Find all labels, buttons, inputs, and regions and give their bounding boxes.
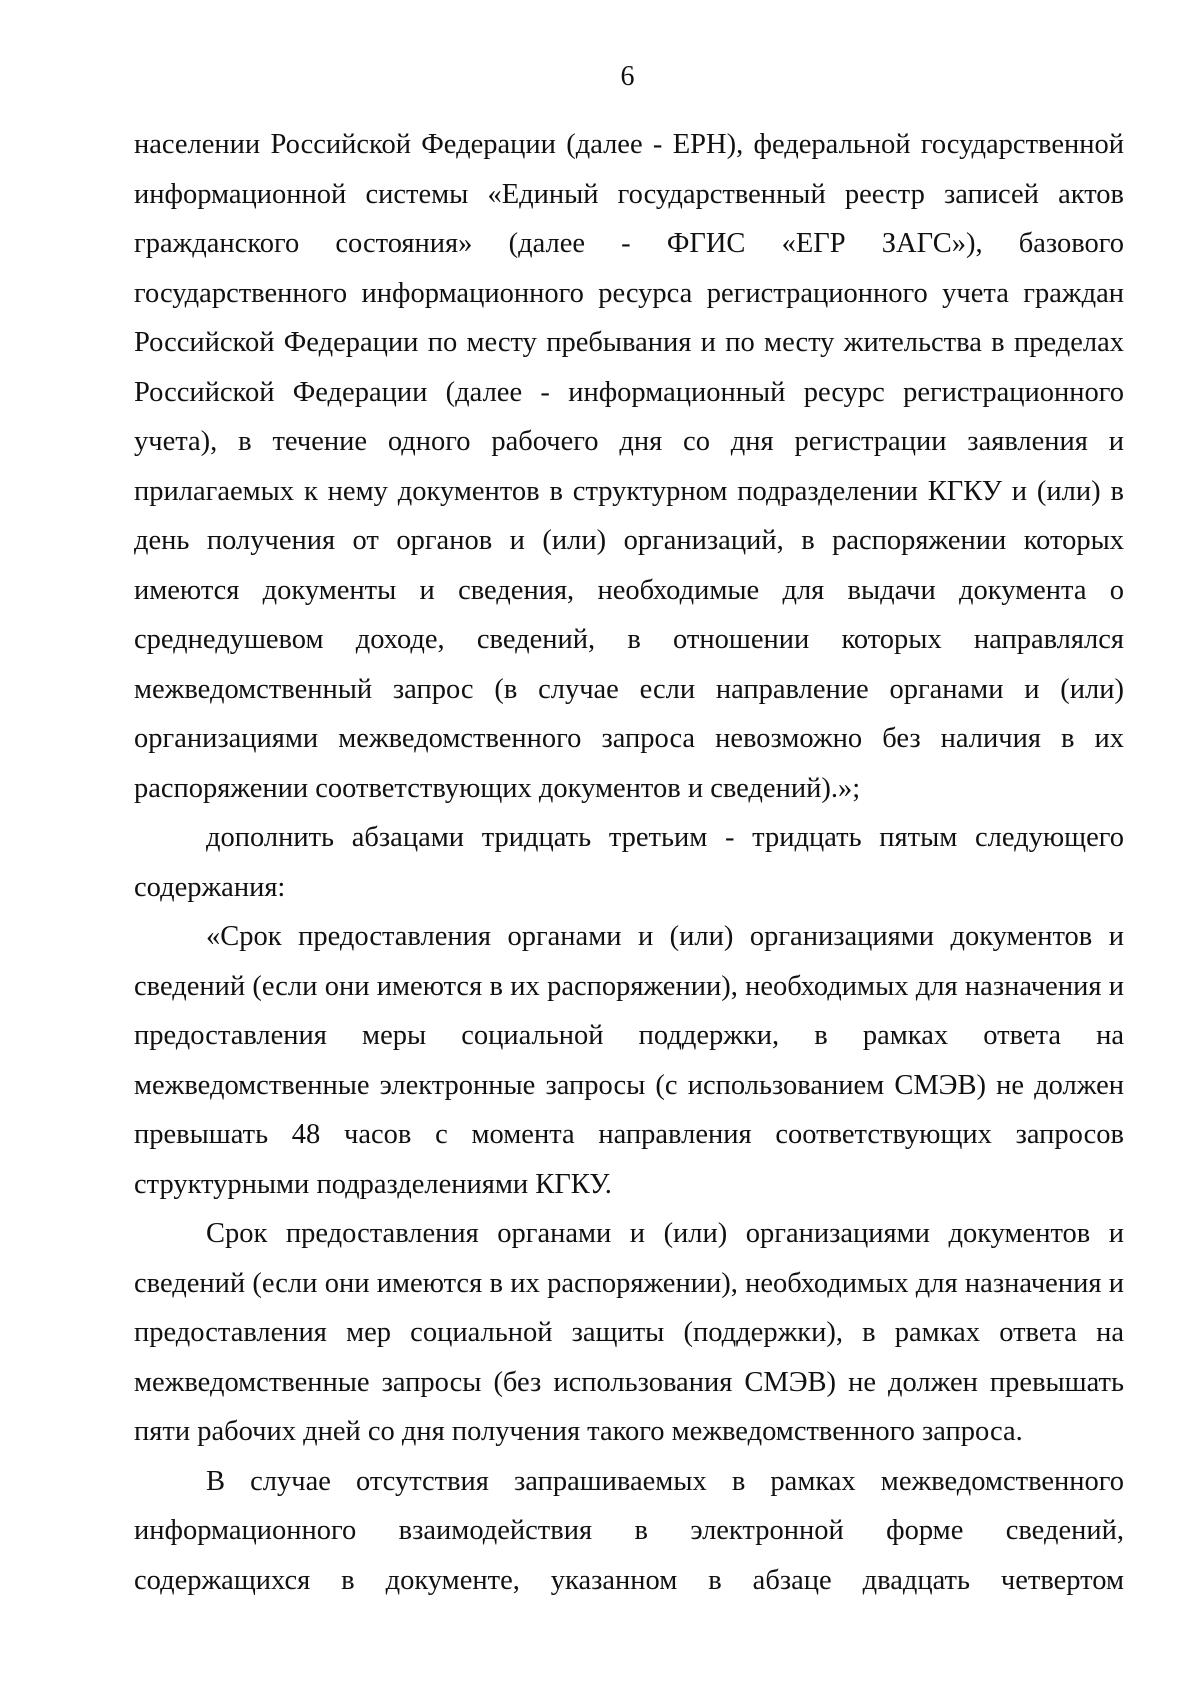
paragraph-smev-deadline: «Срок предоставления органами и (или) организациями документов и сведений (если они имеются в их распоряжении), необходимых для назначения и предоставления меры социальной поддержки, в рамках ответа на межведомственные электронные запросы (с использованием СМЭВ) не должен превышать 48 часов с момента направления соответствующих запросов структурными подразделениями КГКУ. bbox=[134, 921, 1124, 1200]
paragraph-absence-case: В случае отсутствия запрашиваемых в рамках межведомственного информационного взаимодействия в электронной форме сведений, содержащихся в документе, указанном в абзаце двадцать четвертом bbox=[134, 1465, 1124, 1596]
page-number: 6 bbox=[620, 61, 635, 92]
paragraph-non-smev-deadline: Срок предоставления органами и (или) организациями документов и сведений (если они имеются в их распоряжении), необходимых для назначения и предоставления мер социальной защиты (поддержки), в рамках ответа на межведомственные запросы (без использования СМЭВ) не должен превышать пяти рабочих дней со дня получения такого межведомственного запроса. bbox=[134, 1218, 1124, 1447]
paragraph-amendment-instruction: дополнить абзацами тридцать третьим - тридцать пятым следующего содержания: bbox=[134, 822, 1124, 903]
document-body bbox=[134, 120, 1124, 1605]
paragraph-continuation: населении Российской Федерации (далее - ЕРН), федеральной государственной информационной системы «Единый государственный реестр записей актов гражданского состояния» (далее - ФГИС «ЕГР ЗАГС»), базового государственного информационного ресурса регистрационного учета граждан Российской Федерации по месту пребывания и по месту жительства в пределах Российской Федерации (далее - информационный ресурс регистрационного учета), в течение одного рабочего дня со дня регистрации заявления и прилагаемых к нему документов в структурном подразделении КГКУ и (или) в день получения от органов и (или) организаций, в распоряжении которых имеются документы и сведения, необходимые для выдачи документа о среднедушевом доходе, сведений, в отношении которых направлялся межведомственный запрос (в случае если направление органами и (или) организациями межведомственного запроса невозможно без наличия в их распоряжении соответствующих документов и сведений).»; bbox=[134, 129, 1124, 804]
